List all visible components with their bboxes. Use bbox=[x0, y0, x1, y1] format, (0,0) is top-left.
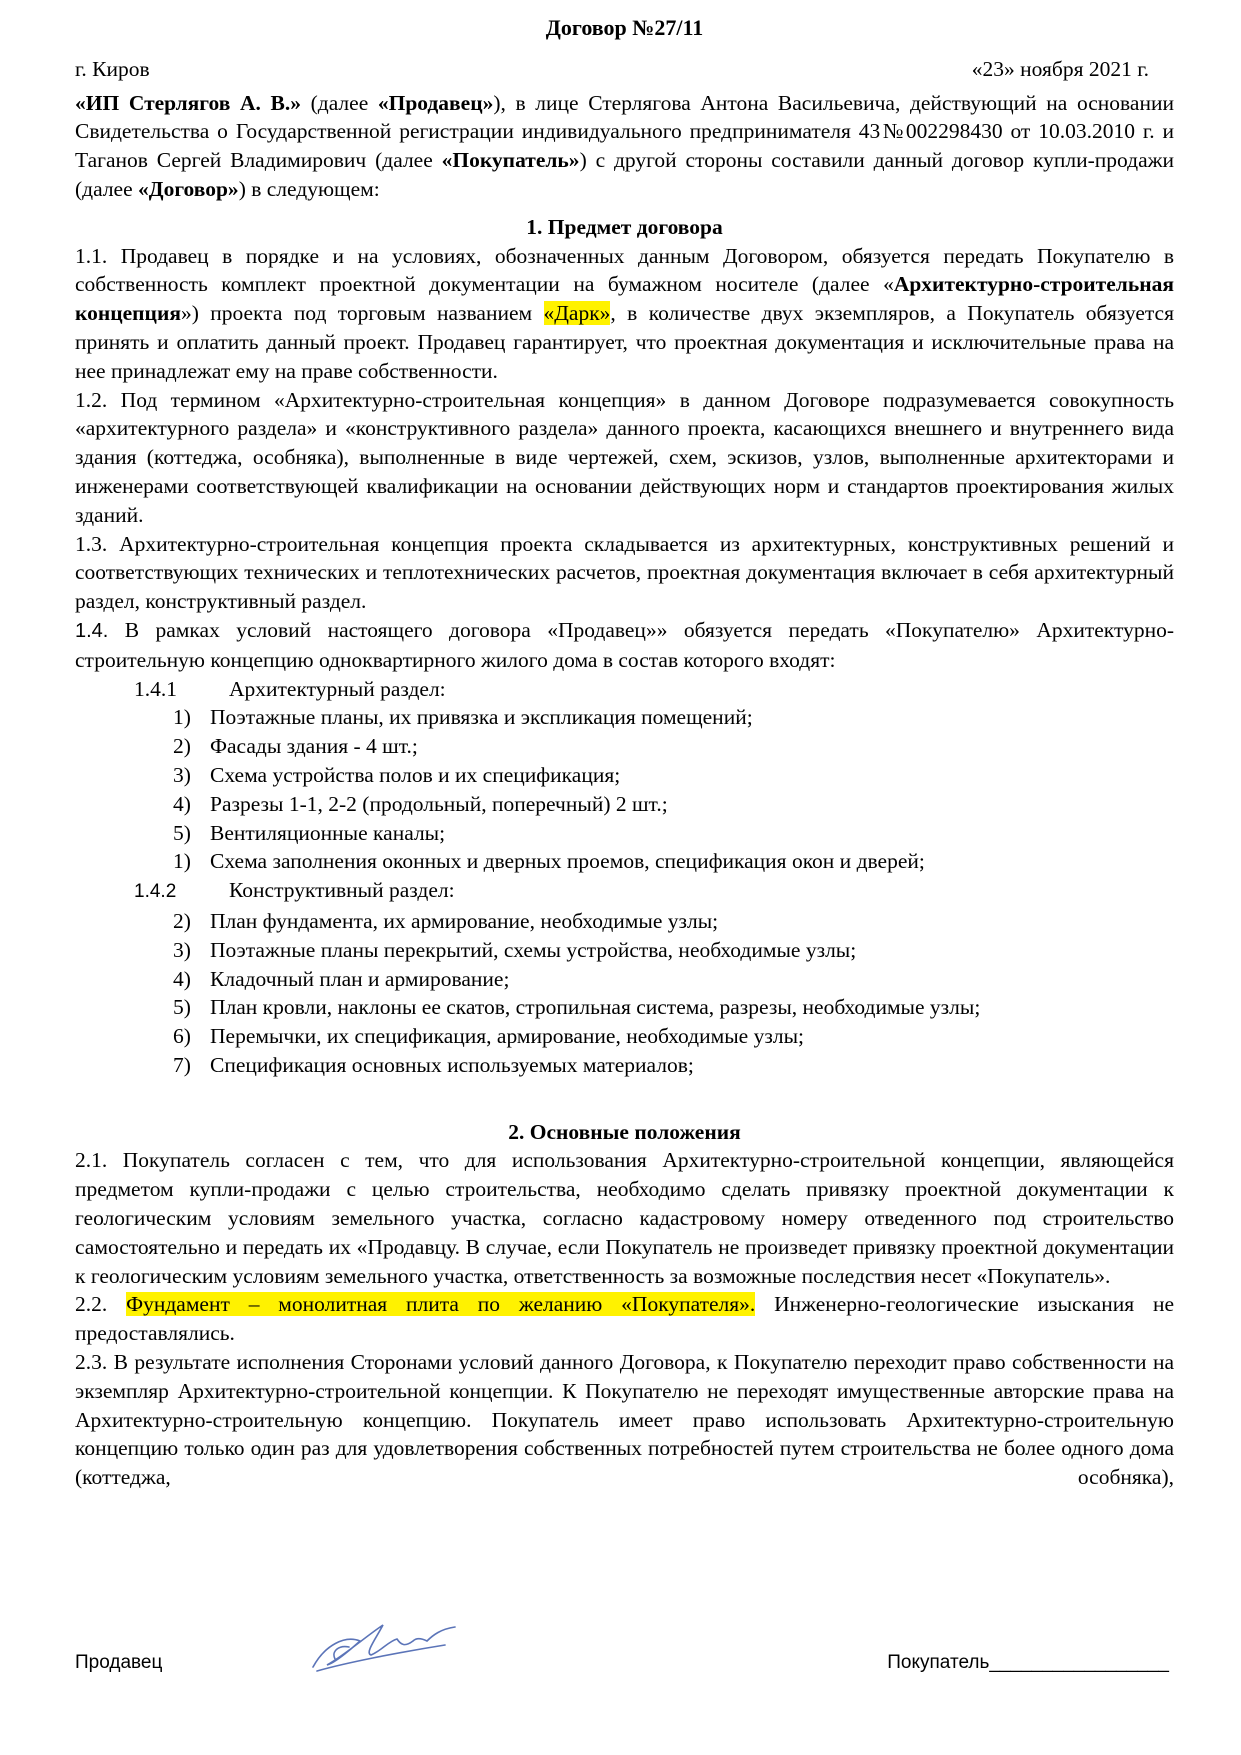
seller-signature-image bbox=[305, 1605, 475, 1680]
clause-1-1-text-a: 1.1. Продавец в порядке и на условиях, обозначенных данным Договором, обязуется передать Покупателю в собственность комплект проектной документации на бумажном носителе (далее « bbox=[75, 243, 1174, 297]
list-item bbox=[75, 965, 1174, 994]
list-item-text: Поэтажные планы перекрытий, схемы устройства, необходимые узлы; bbox=[210, 937, 857, 962]
intro-text-4: ) в следующем: bbox=[238, 176, 380, 201]
list-item-number: 4) bbox=[173, 966, 191, 991]
list-item-number: 2) bbox=[173, 734, 191, 759]
clause-2-2-number: 2.2. bbox=[75, 1292, 127, 1317]
section-1-heading: 1. Предмет договора bbox=[526, 214, 723, 239]
list-item bbox=[75, 847, 1174, 876]
subsection-label: Конструктивный раздел: bbox=[229, 878, 455, 903]
list-item bbox=[75, 907, 1174, 936]
intro-text-2: ), в лице Стерлягова Антона Васильевича, действующий на основании Свидетельства о Государственной регистрации индивидуального предпринимателя 43№002298430 от 10.03.2010 г. и Таганов Сергей Владимирович (далее bbox=[75, 90, 1174, 173]
list-item bbox=[75, 1022, 1174, 1051]
subsection-label: Архитектурный раздел: bbox=[229, 676, 446, 701]
subsection-number: 1.4.1 bbox=[134, 676, 177, 701]
list-item bbox=[75, 993, 1174, 1022]
list-item-number: 1) bbox=[173, 705, 191, 730]
intro-paragraph bbox=[75, 89, 1174, 204]
list-item-number: 1) bbox=[173, 849, 191, 874]
clause-2-2 bbox=[75, 1290, 1174, 1348]
list-item-number: 4) bbox=[173, 791, 191, 816]
list-item-text: Спецификация основных используемых материалов; bbox=[210, 1052, 694, 1077]
list-item-number: 7) bbox=[173, 1052, 191, 1077]
seller-name: «ИП Стерлягов А. В.» bbox=[75, 90, 301, 115]
list-item bbox=[75, 703, 1174, 732]
buyer-role: «Покупатель» bbox=[441, 148, 580, 173]
architectural-items-list bbox=[75, 703, 1174, 876]
subsection-1-4-2 bbox=[75, 876, 1174, 907]
list-item-number: 6) bbox=[173, 1024, 191, 1049]
project-name-highlight: «Дарк» bbox=[543, 301, 611, 326]
seller-role: «Продавец» bbox=[377, 90, 494, 115]
list-item bbox=[75, 819, 1174, 848]
list-item bbox=[75, 732, 1174, 761]
list-item-text: Схема устройства полов и их спецификация; bbox=[210, 762, 621, 787]
contract-page bbox=[75, 14, 1174, 1492]
foundation-highlight: Фундамент – монолитная плита по желанию «Покупателя». bbox=[126, 1292, 756, 1317]
list-item-text: Кладочный план и армирование; bbox=[210, 966, 510, 991]
clause-1-4-text: В рамках условий настоящего договора «Продавец»» обязуется передать «Покупателю» Архитектурно-строительную концепцию одноквартирного жилого дома в состав которого входят: bbox=[75, 617, 1174, 672]
subsection-1-4-1 bbox=[75, 675, 1174, 704]
city-date-line bbox=[75, 55, 1174, 84]
list-item-text: Перемычки, их спецификация, армирование, необходимые узлы; bbox=[210, 1024, 804, 1049]
list-item-text: Разрезы 1-1, 2-2 (продольный, поперечный) 2 шт.; bbox=[210, 791, 668, 816]
intro-text-3: ) с другой стороны составили данный договор купли-продажи (далее bbox=[75, 148, 1174, 201]
contract-term: «Договор» bbox=[138, 176, 239, 201]
list-item bbox=[75, 1051, 1174, 1080]
list-item-text: Поэтажные планы, их привязка и экспликация помещений; bbox=[210, 705, 753, 730]
list-item-text: План фундамента, их армирование, необходимые узлы; bbox=[210, 908, 719, 933]
list-item bbox=[75, 936, 1174, 965]
list-item bbox=[75, 790, 1174, 819]
clause-1-1 bbox=[75, 242, 1174, 386]
list-item-text: Вентиляционные каналы; bbox=[210, 820, 446, 845]
list-item-number: 3) bbox=[173, 937, 191, 962]
clause-2-1: 2.1. Покупатель согласен с тем, что для использования Архитектурно-строительной концепции, являющейся предметом купли-продажи с целью строительства, необходимо сделать привязку проектной документации к геологическим условиям земельного участка, согласно кадастровому номеру отведенного под строительство самостоятельно и передать их «Продавцу. В случае, если Покупатель не произведет привязку проектной документации к геологическим условиям земельного участка, ответственность за возможные последствия несет «Покупатель». bbox=[75, 1148, 1174, 1288]
list-item-number: 5) bbox=[173, 820, 191, 845]
clause-1-4 bbox=[75, 616, 1174, 675]
contract-date: «23» ноября 2021 г. bbox=[971, 56, 1149, 81]
buyer-signature-line: Покупатель_________________ bbox=[887, 1652, 1169, 1673]
clause-2-2-text: Инженерно-геологические изыскания не предоставлялись. bbox=[75, 1292, 1174, 1346]
city: г. Киров bbox=[75, 56, 150, 81]
list-item-text: Схема заполнения оконных и дверных проемов, спецификация окон и дверей; bbox=[210, 849, 925, 874]
list-item-number: 3) bbox=[173, 762, 191, 787]
clause-1-2: 1.2. Под термином «Архитектурно-строительная концепция» в данном Договоре подразумевается совокупность «архитектурного раздела» и «конструктивного раздела» данного проекта, касающихся внешнего и внутреннего вида здания (коттеджа, особняка), выполненные в виде чертежей, схем, эскизов, узлов, выполненные архитекторами и инженерами соответствующей квалификации на основании действующих норм и стандартов проектирования жилых зданий. bbox=[75, 387, 1174, 527]
document-title: Договор №27/11 bbox=[545, 15, 704, 40]
list-item-text: План кровли, наклоны ее скатов, стропильная система, разрезы, необходимые узлы; bbox=[210, 995, 981, 1020]
clause-1-4-number: 1.4. bbox=[75, 619, 109, 642]
clause-2-3: 2.3. В результате исполнения Сторонами условий данного Договора, к Покупателю переходит право собственности на экземпляр Архитектурно-строительной концепции. К Покупателю не переходят имущественные авторские права на Архитектурно-строительную концепцию. Покупатель имеет право использовать Архитектурно-строительную концепцию только один раз для удовлетворения собственных потребностей путем строительства не более одного дома (коттеджа, особняка), bbox=[75, 1350, 1174, 1490]
subsection-number: 1.4.2 bbox=[134, 881, 177, 903]
concept-term: Архитектурно-строительная концепция bbox=[75, 272, 1174, 326]
clause-1-1-text-d: , в количестве двух экземпляров, а Покупатель обязуется принять и оплатить данный проект. Продавец гарантирует, что проектная документация и исключительные права на нее принадлежат ему на праве собственности. bbox=[75, 301, 1174, 383]
list-item-text: Фасады здания - 4 шт.; bbox=[210, 734, 418, 759]
seller-signature-label: Продавец bbox=[75, 1652, 163, 1673]
structural-items-list bbox=[75, 907, 1174, 1080]
list-item-number: 5) bbox=[173, 995, 191, 1020]
clause-1-1-text-c: ») проекта под торговым названием bbox=[180, 301, 544, 326]
section-2-heading: 2. Основные положения bbox=[508, 1119, 741, 1144]
list-item-number: 2) bbox=[173, 908, 191, 933]
clause-1-3: 1.3. Архитектурно-строительная концепция проекта складывается из архитектурных, конструктивных решений и соответствующих технических и теплотехнических расчетов, проектная документация включает в себя архитектурный раздел, конструктивный раздел. bbox=[75, 531, 1174, 614]
list-item bbox=[75, 761, 1174, 790]
intro-text-1: (далее bbox=[300, 90, 378, 115]
